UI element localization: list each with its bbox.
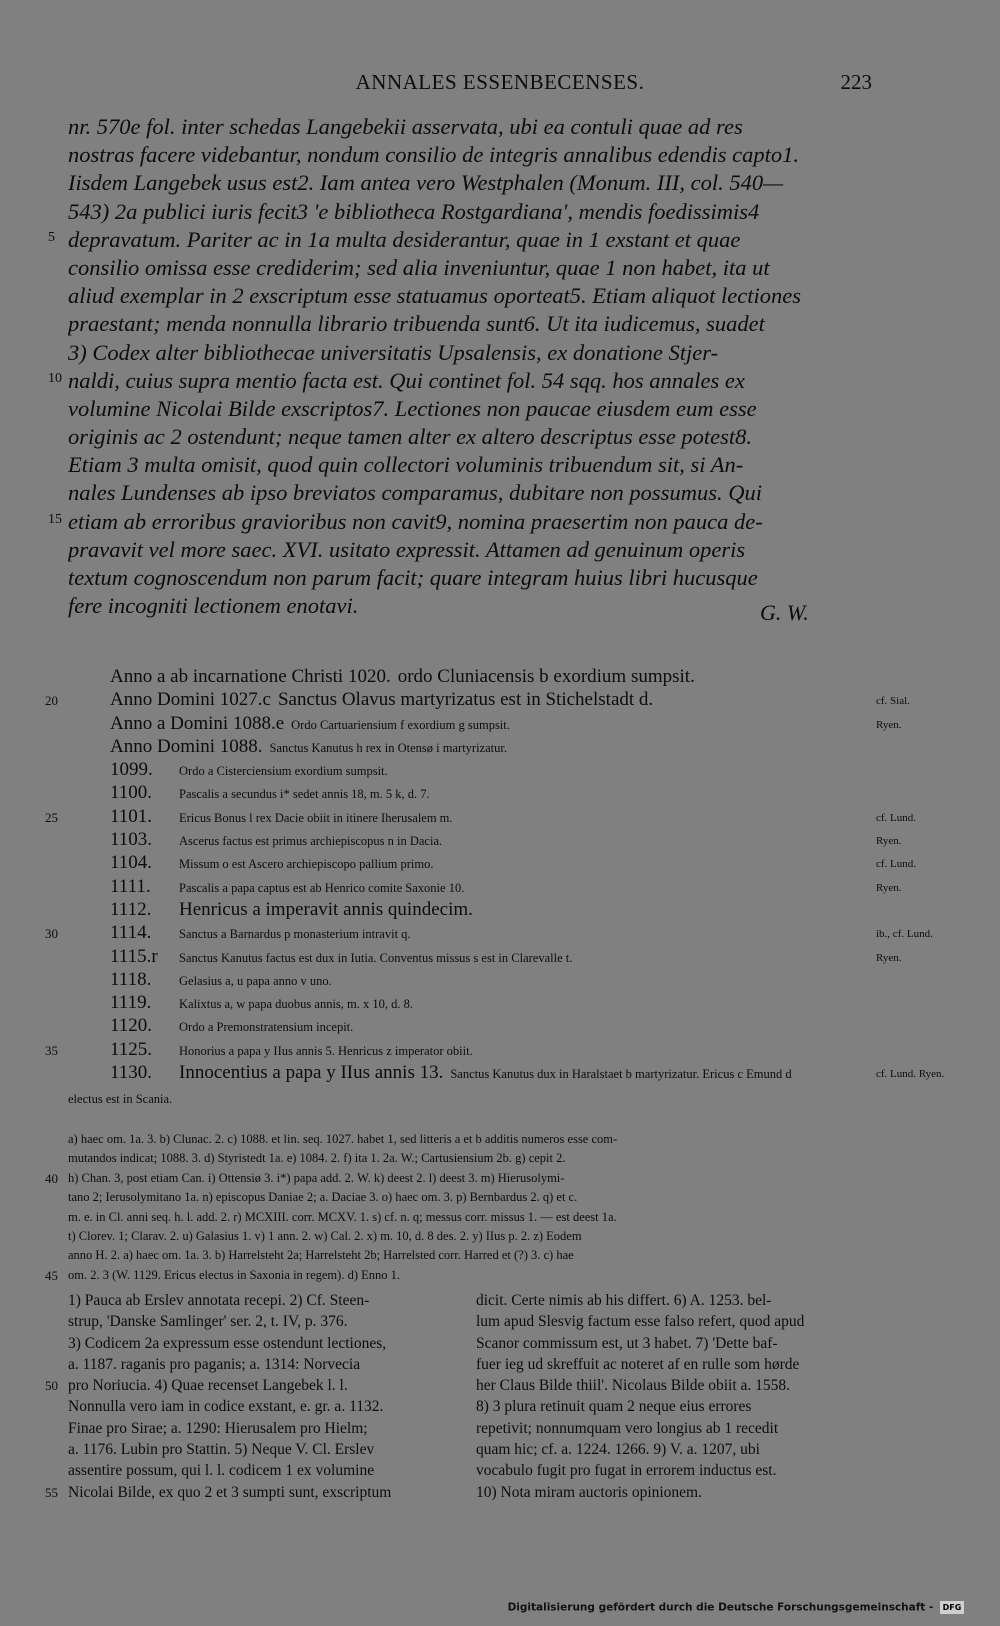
running-header: ANNALES ESSENBECENSES. — [355, 70, 645, 94]
entry-year: Anno a ab incarnatione Christi 1020. — [110, 666, 391, 687]
line-number: 40 — [45, 1170, 58, 1186]
annal-entry — [110, 899, 870, 922]
entry-text-small: Ericus Bonus l rex Dacie obiit in itinere Iherusalem m. — [179, 810, 453, 825]
entry-year: 1119. — [110, 992, 152, 1014]
entry-year: 1099. — [110, 759, 153, 781]
intro-line: aliud exemplar in 2 exscriptum esse statuamus oporteat5. Etiam aliquot lectiones — [68, 283, 802, 309]
entry-year: 1118. — [110, 968, 152, 990]
line-number: 15 — [48, 511, 62, 527]
footnote-line: a. 1187. raganis pro paganis; a. 1314: Norvecia — [68, 1355, 361, 1373]
footnote-line: Scanor commissum est, ut 3 habet. 7) 'Dette baf- — [476, 1334, 778, 1352]
intro-line: 3) Codex alter bibliothecae universitatis Upsalensis, ex donatione Stjer- — [68, 339, 719, 365]
author-signature: G. W. — [760, 600, 809, 625]
footnote-line: 8) 3 plura retinuit quam 2 neque eius errores — [476, 1398, 752, 1416]
footnote-line: Nicolai Bilde, ex quo 2 et 3 sumpti sunt, exscriptum — [68, 1483, 392, 1501]
intro-line: Etiam 3 multa omisit, quod quin collectori voluminis tribuendum sit, si An- — [68, 452, 744, 478]
footnotes-left-column — [68, 1290, 461, 1503]
entry-year: 1103. — [110, 829, 153, 851]
footnote-line: repetivit; nonnumquam vero longius ab 1 recedit — [476, 1419, 779, 1437]
apparatus-line: anno H. 2. a) haec om. 1a. 3. b) Harrelsteht 2a; Harrelsteht 2b; Harrelsted corr. Harred et (?) 3. c) hae — [68, 1248, 574, 1263]
footnote-line: fuer ieg ud skreffuit ac noteret af en rulle som hørde — [476, 1355, 800, 1373]
intro-line: pravavit vel more saec. XVI. usitato expressit. Attamen ad genuinum operis — [68, 536, 746, 562]
line-number: 30 — [45, 926, 58, 942]
entry-text-small: Honorius a papa y IIus annis 5. Henricus z imperator obiit. — [179, 1043, 473, 1058]
critical-apparatus — [68, 1130, 870, 1285]
annal-entry — [110, 759, 870, 782]
apparatus-line: t) Clorev. 1; Clarav. 2. u) Galasius 1. v) 1 ann. 2. w) Cal. 2. x) m. 10, d. 8 des. 2. y) IIus p. 2. z) Eodem — [68, 1228, 582, 1243]
entry-text-small: Sanctus a Barnardus p monasterium intravit q. — [179, 927, 411, 942]
marginal-reference: ib., cf. Lund. — [876, 928, 933, 941]
annals-entries — [110, 666, 870, 1085]
marginal-reference: Ryen. — [876, 951, 902, 964]
intro-line: etiam ab erroribus gravioribus non cavit9, nomina praesertim non pauca de- — [68, 508, 763, 534]
intro-line: praestant; menda nonnulla librario tribuenda sunt6. Ut ita iudicemus, suadet — [68, 311, 765, 337]
entry-text-small: Ordo a Premonstratensium incepit. — [179, 1020, 354, 1035]
footnote-line: Nonnulla vero iam in codice exstant, e. gr. a. 1132. — [68, 1398, 384, 1416]
intro-line: Iisdem Langebek usus est2. Iam antea vero Westphalen (Monum. III, col. 540— — [68, 170, 784, 196]
apparatus-line: a) haec om. 1a. 3. b) Clunac. 2. c) 1088. et lin. seq. 1027. habet 1, sed litteris a et b additis numeros esse com- — [68, 1132, 618, 1146]
annal-entry — [110, 782, 870, 805]
apparatus-line: mutandos indicat; 1088. 3. d) Styristedt 1a. e) 1084. 2. f) ita 1. 2a. W.; Cartusiensium 2b. g) cepit 2. — [68, 1151, 566, 1166]
annal-entry — [110, 876, 870, 899]
marginal-reference: Ryen. — [876, 718, 902, 731]
entry-year: 1125. — [110, 1038, 153, 1060]
entry-text: Sanctus Olavus martyrizatus est in Stichelstadt d. — [277, 689, 654, 711]
entry-continuation: electus est in Scania. — [68, 1092, 173, 1106]
footnote-line: lum apud Slesvig factum esse falso refert, quod apud — [476, 1313, 805, 1331]
marginal-reference: Ryen. — [876, 835, 902, 848]
line-number: 35 — [45, 1042, 58, 1058]
annal-entry — [110, 1015, 870, 1038]
intro-line: naldi, cuius supra mentio facta est. Qui continet fol. 54 sqq. hos annales ex — [68, 367, 745, 393]
footnotes-right-column — [476, 1290, 869, 1503]
credit-text: Digitalisierung gefördert durch die Deutsche Forschungsgemeinschaft - — [507, 1601, 934, 1614]
footnote-line: pro Noriucia. 4) Quae recenset Langebek l. l. — [68, 1377, 348, 1395]
annal-entry — [110, 666, 870, 689]
entry-text-small: Missum o est Ascero archiepiscopo pallium primo. — [179, 857, 434, 872]
annal-entry — [110, 806, 870, 829]
apparatus-line: tano 2; Ierusolymitano 1a. n) episcopus Daniae 2; a. Daciae 3. o) haec om. 3. p) Bernbardus 2. q) et c. — [68, 1190, 578, 1205]
footnote-line: assentire possum, qui l. l. codicem 1 ex volumine — [68, 1462, 375, 1480]
intro-line: originis ac 2 ostendunt; neque tamen alter ex altero descriptus esse potest8. — [68, 424, 753, 450]
entry-text-small: Sanctus Kanutus dux in Haralstaet b martyrizatur. Ericus c Emund d — [450, 1067, 792, 1082]
intro-line: fere incogniti lectionem enotavi. — [68, 593, 359, 619]
line-number: 5 — [48, 229, 55, 245]
entry-year: Anno a Domini 1088.e — [110, 712, 285, 734]
line-number: 25 — [45, 809, 58, 825]
intro-line: nr. 570e fol. inter schedas Langebekii asservata, ubi ea contuli quae ad res — [68, 114, 743, 139]
footnote-line: a. 1176. Lubin pro Stattin. 5) Neque V. Cl. Erslev — [68, 1441, 375, 1459]
annal-entry — [110, 1062, 870, 1085]
entry-year: 1101. — [110, 805, 153, 827]
marginal-reference: cf. Lund. — [876, 858, 917, 871]
footnote-line: Finae pro Sirae; a. 1290: Hierusalem pro Hielm; — [68, 1419, 368, 1437]
annal-entry — [110, 922, 870, 945]
marginal-reference: cf. Lund. — [876, 811, 917, 824]
annal-entry — [110, 713, 870, 736]
entry-year: 1120. — [110, 1015, 153, 1037]
entry-text-small: Gelasius a, u papa anno v uno. — [179, 973, 332, 988]
apparatus-line: om. 2. 3 (W. 1129. Ericus electus in Saxonia in regem). d) Enno 1. — [68, 1267, 400, 1282]
footnote-line: 1) Pauca ab Erslev annotata recepi. 2) Cf. Steen- — [68, 1292, 370, 1309]
line-number: 45 — [45, 1267, 58, 1283]
apparatus-line: h) Chan. 3, post etiam Can. i) Ottensiø 3. i*) papa add. 2. W. k) deest 2. l) deest 3. m) Hierusolymi- — [68, 1170, 565, 1185]
entry-text: Henricus a imperavit annis quindecim. — [179, 898, 473, 920]
digitization-credit — [508, 1601, 964, 1614]
intro-line: nales Lundenses ab ipso breviatos comparamus, dubitare non possumus. Qui — [68, 480, 762, 506]
intro-line: volumine Nicolai Bilde exscriptos7. Lectiones non paucae eiusdem eum esse — [68, 395, 757, 421]
entry-year: 1100. — [110, 782, 153, 804]
intro-line: consilio omissa esse crediderim; sed alia inveniuntur, quae 1 non habet, ita ut — [68, 254, 770, 280]
entry-year: 1130. — [110, 1062, 153, 1084]
intro-line: textum cognoscendum non parum facit; quare integram huius libri hucusque — [68, 565, 758, 590]
line-number: 50 — [45, 1378, 58, 1394]
entry-text-small: Sanctus Kanutus factus est dux in Iutia. Conventus missus s est in Clarevalle t. — [179, 950, 573, 965]
entry-text-small: Ordo Cartuariensium f exordium g sumpsit. — [291, 717, 510, 732]
entry-year: 1115.r — [110, 945, 158, 967]
page-number: 223 — [840, 70, 872, 94]
line-number: 10 — [48, 370, 62, 386]
entry-text-small: Ordo a Cisterciensium exordium sumpsit. — [179, 764, 388, 779]
footnote-line: vocabulo fugit pro fugat in errorem inductus est. — [476, 1462, 777, 1480]
entry-year: 1111. — [110, 875, 151, 897]
footnote-line: her Claus Bilde thiil'. Nicolaus Bilde obiit a. 1558. — [476, 1377, 791, 1395]
entry-year: 1112. — [110, 898, 152, 920]
marginal-reference: cf. Sial. — [876, 695, 910, 708]
entry-text-small: Sanctus Kanutus h rex in Otensø i martyrizatur. — [269, 740, 507, 755]
entry-text-small: Kalixtus a, w papa duobus annis, m. x 10, d. 8. — [179, 997, 414, 1012]
entry-text-small: Pascalis a papa captus est ab Henrico comite Saxonie 10. — [179, 880, 465, 895]
annal-entry — [110, 992, 870, 1015]
entry-year: Anno Domini 1027.c — [110, 689, 271, 711]
footnote-line: dicit. Certe nimis ab his differt. 6) A. 1253. bel- — [476, 1292, 772, 1309]
annal-entry — [110, 969, 870, 992]
apparatus-line: m. e. in Cl. anni seq. h. l. add. 2. r) MCXIII. corr. MCXV. 1. s) cf. n. q; messus corr. missus 1. — est deest 1a. — [68, 1209, 617, 1224]
entry-text: ordo Cluniacensis b exordium sumpsit. — [397, 666, 695, 687]
intro-line: 543) 2a publici iuris fecit3 'e bibliotheca Rostgardiana', mendis foedissimis4 — [68, 198, 760, 224]
intro-line: nostras facere videbantur, nondum consilio de integris annalibus edendis capto1. — [68, 142, 799, 168]
footnote-line: 3) Codicem 2a expressum esse ostendunt lectiones, — [68, 1334, 387, 1352]
annal-entry — [110, 1039, 870, 1062]
entry-text-small: Pascalis a secundus i* sedet annis 18, m. 5 k, d. 7. — [179, 787, 430, 802]
footnote-line: quam hic; cf. a. 1224. 1266. 9) V. a. 1207, ubi — [476, 1441, 760, 1459]
line-number: 55 — [45, 1484, 58, 1500]
entry-year: Anno Domini 1088. — [110, 735, 263, 757]
annal-entry — [110, 736, 870, 759]
annal-entry — [110, 946, 870, 969]
entry-year: 1104. — [110, 852, 153, 874]
annal-entry — [110, 852, 870, 875]
entry-year: 1114. — [110, 922, 152, 944]
annal-entry — [110, 829, 870, 852]
introduction-text — [68, 113, 870, 620]
line-number: 20 — [45, 693, 58, 709]
entry-text: Innocentius a papa y IIus annis 13. — [179, 1062, 444, 1084]
footnote-line: 10) Nota miram auctoris opinionem. — [476, 1483, 702, 1501]
footnote-line: strup, 'Danske Samlinger' ser. 2, t. IV, p. 376. — [68, 1313, 348, 1331]
marginal-reference: cf. Lund. Ryen. — [876, 1068, 945, 1081]
marginal-reference: Ryen. — [876, 881, 902, 894]
entry-text-small: Ascerus factus est primus archiepiscopus n in Dacia. — [179, 834, 443, 849]
dfg-logo: DFG — [940, 1601, 964, 1614]
intro-line: depravatum. Pariter ac in 1a multa desiderantur, quae in 1 exstant et quae — [68, 226, 741, 252]
annal-entry — [110, 689, 870, 712]
